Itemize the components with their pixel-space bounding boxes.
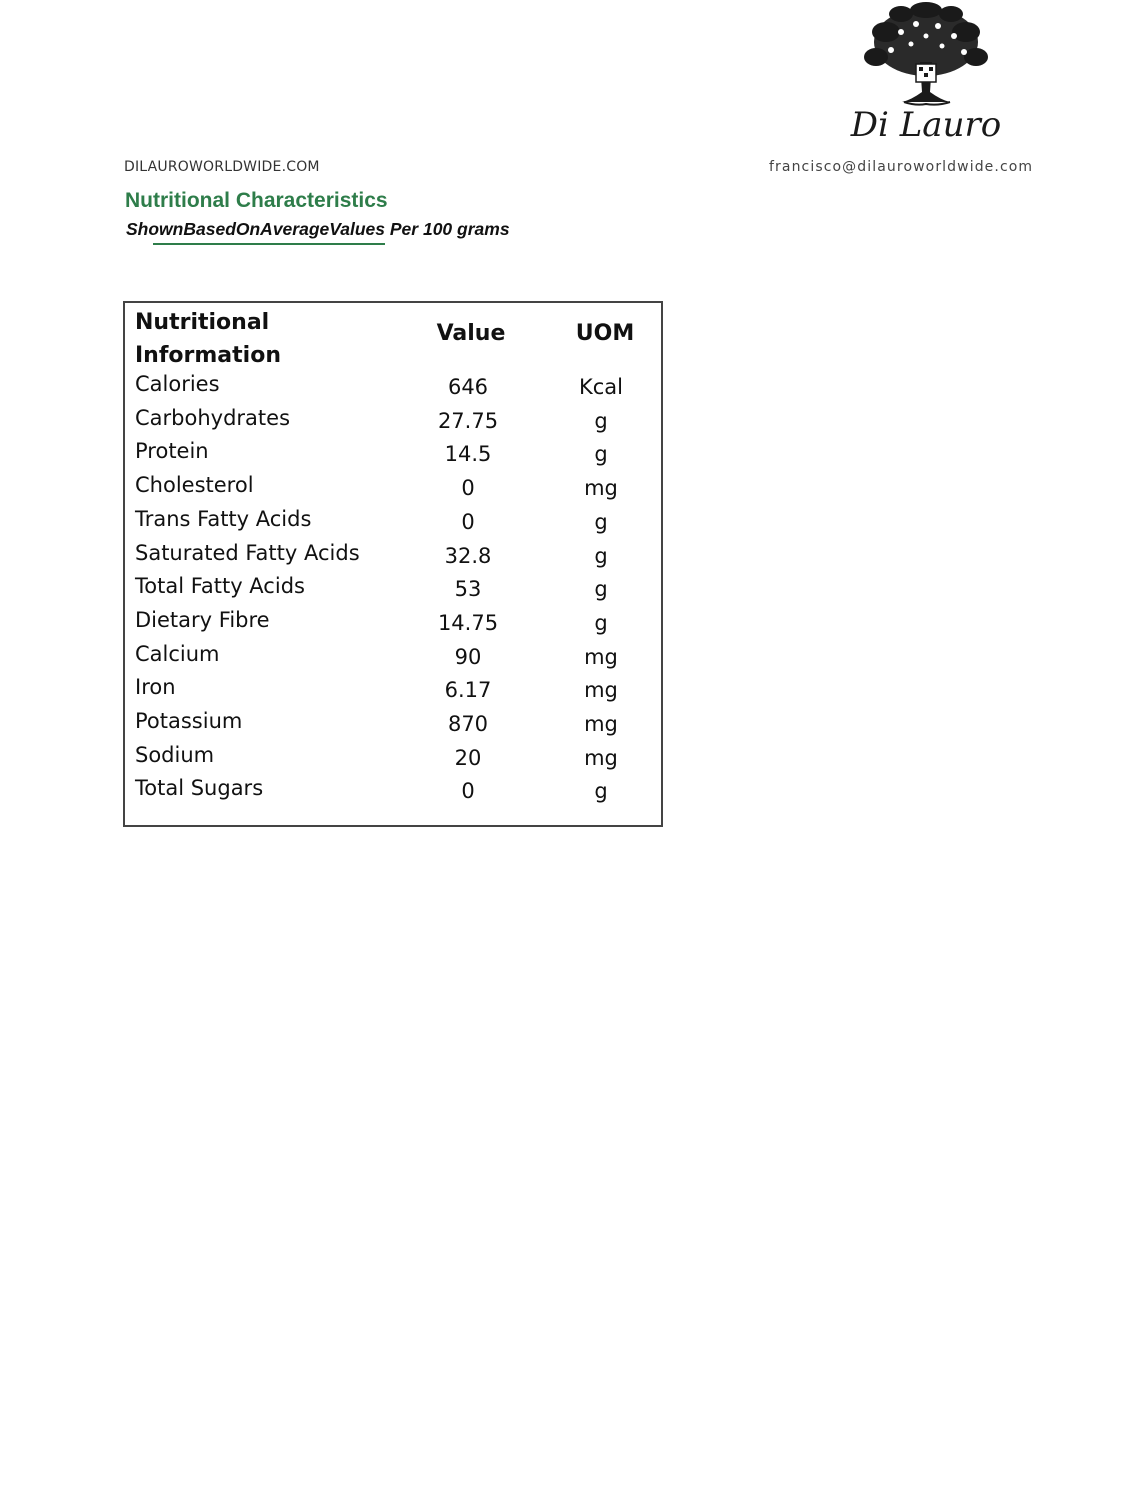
table-row [125, 439, 661, 473]
nutrient-name: Carbohydrates [135, 405, 291, 430]
nutrient-uom: g [594, 779, 608, 804]
nutrient-value: 90 [454, 644, 482, 669]
nutrient-uom: g [594, 442, 608, 467]
nutrient-value: 27.75 [437, 408, 499, 433]
table-row [125, 574, 661, 608]
column-header-uom: UOM [575, 321, 635, 346]
nutrient-value: 0 [461, 509, 475, 534]
site-url-link[interactable]: DILAUROWORLDWIDE.COM [124, 159, 320, 175]
nutrient-value: 20 [454, 745, 482, 770]
nutrient-name: Protein [135, 439, 209, 464]
table-row [125, 608, 661, 642]
table-row [125, 743, 661, 777]
nutrient-name: Saturated Fatty Acids [135, 540, 360, 565]
subtitle-underline [153, 243, 385, 245]
nutrient-name: Total Fatty Acids [135, 574, 305, 599]
table-row [125, 642, 661, 676]
nutrient-value: 646 [447, 375, 489, 399]
table-row [125, 507, 661, 541]
table-row [125, 473, 661, 507]
table-header [125, 303, 661, 373]
nutrient-uom: g [594, 543, 608, 568]
table-row [125, 372, 661, 406]
column-header-value: Value [436, 321, 506, 346]
nutrient-value: 14.5 [444, 442, 492, 467]
nutrient-name: Calcium [135, 641, 220, 666]
nutrient-value: 6.17 [444, 678, 492, 703]
section-title: Nutritional Characteristics [125, 189, 388, 212]
nutrition-table [123, 301, 663, 827]
email-link[interactable]: francisco@dilauroworldwide.com [769, 159, 1034, 175]
nutrient-name: Calories [135, 372, 220, 396]
nutrient-value: 53 [454, 577, 482, 602]
nutrient-uom: mg [584, 476, 618, 501]
nutrient-uom: g [594, 408, 608, 433]
nutrient-uom: Kcal [578, 375, 624, 399]
nutrient-value: 32.8 [444, 543, 492, 568]
svg-text:Di Lauro: Di Lauro [850, 105, 1002, 145]
column-header-nutritional-information: Nutritional Information [135, 310, 281, 368]
nutrient-name: Cholesterol [135, 473, 254, 498]
nutrient-name: Potassium [135, 709, 243, 733]
nutrient-name: Sodium [135, 742, 215, 767]
nutrient-uom: g [594, 610, 608, 635]
section-subtitle: ShownBasedOnAverageValues Per 100 grams [126, 219, 510, 239]
table-row [125, 541, 661, 575]
nutrient-uom: g [594, 577, 608, 602]
nutrient-name: Dietary Fibre [135, 607, 270, 632]
nutrient-name: Trans Fatty Acids [135, 506, 312, 531]
nutrient-value: 14.75 [437, 610, 499, 635]
table-row [125, 406, 661, 440]
nutrient-uom: mg [584, 678, 618, 703]
nutrient-uom: mg [584, 712, 618, 736]
nutrient-uom: g [594, 509, 608, 534]
table-row [125, 709, 661, 743]
table-row [125, 675, 661, 709]
nutrient-uom: mg [584, 745, 618, 770]
nutrient-value: 870 [447, 712, 489, 736]
tree-logo-icon [846, 2, 1006, 152]
nutrient-value: 0 [461, 476, 475, 501]
nutrient-name: Total Sugars [135, 776, 264, 801]
nutrient-uom: mg [584, 644, 618, 669]
nutrient-value: 0 [461, 779, 475, 804]
table-row [125, 776, 661, 810]
nutrient-name: Iron [135, 675, 176, 700]
